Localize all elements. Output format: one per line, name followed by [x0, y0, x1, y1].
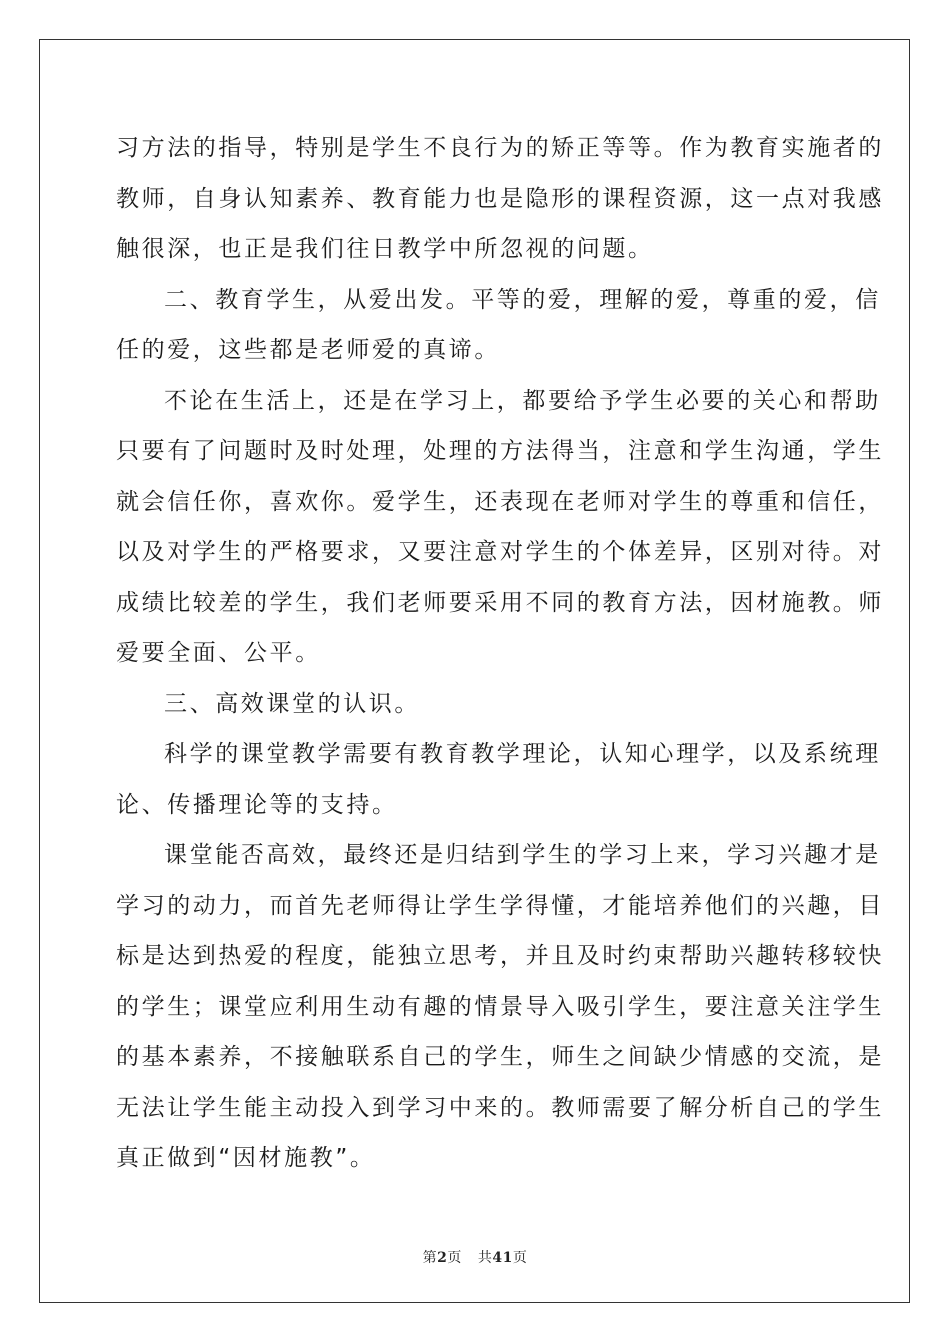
text-line: 论、传播理论等的支持。	[116, 791, 398, 818]
text-line: 的基本素养，不接触联系自己的学生，师生之间缺少情感的交流，是	[116, 1044, 884, 1070]
page-footer	[0, 1247, 950, 1267]
text-line: 的学生；课堂应利用生动有趣的情景导入吸引学生，要注意关注学生	[116, 993, 884, 1020]
footer-page-number: 2	[437, 1250, 448, 1266]
text-line: 习方法的指导，特别是学生不良行为的矫正等等。作为教育实施者的	[116, 135, 884, 161]
text-line: 任的爱，这些都是老师爱的真谛。	[116, 337, 500, 363]
text-line: 学习的动力，而首先老师得让学生学得懂，才能培养他们的兴趣，目	[116, 892, 884, 919]
text-line: 真正做到“因材施教”。	[116, 1145, 376, 1171]
footer-page-prefix: 第	[422, 1250, 438, 1266]
text-line: 二、教育学生，从爱出发。平等的爱，理解的爱，尊重的爱，信	[164, 286, 881, 313]
document-body	[116, 123, 884, 1184]
text-line: 成绩比较差的学生，我们老师要采用不同的教育方法，因材施教。师	[116, 589, 884, 616]
text-line: 就会信任你，喜欢你。爱学生，还表现在老师对学生的尊重和信任，	[116, 488, 884, 515]
text-line: 课堂能否高效，最终还是归结到学生的学习上来，学习兴趣才是	[164, 842, 881, 868]
text-line: 以及对学生的严格要求，又要注意对学生的个体差异，区别对待。对	[116, 539, 884, 565]
footer-page-suffix: 页	[447, 1250, 462, 1266]
footer-total-prefix: 共	[477, 1250, 493, 1266]
text-line: 科学的课堂教学需要有教育教学理论，认知心理学，以及系统理	[164, 741, 881, 767]
text-line: 爱要全面、公平。	[116, 640, 321, 666]
text-line: 不论在生活上，还是在学习上，都要给予学生必要的关心和帮助	[164, 387, 881, 414]
text-line: 三、高效课堂的认识。	[164, 690, 420, 717]
text-line: 触很深，也正是我们往日教学中所忽视的问题。	[116, 236, 654, 262]
text-line: 只要有了问题时及时处理，处理的方法得当，注意和学生沟通，学生	[116, 438, 884, 464]
footer-total-pages: 41	[492, 1250, 513, 1266]
text-line: 标是达到热爱的程度，能独立思考，并且及时约束帮助兴趣转移较快	[116, 943, 884, 969]
footer-total-suffix: 页	[512, 1250, 528, 1266]
text-line: 无法让学生能主动投入到学习中来的。教师需要了解分析自己的学生	[116, 1094, 884, 1121]
text-line: 教师，自身认知素养、教育能力也是隐形的课程资源，这一点对我感	[116, 185, 884, 212]
